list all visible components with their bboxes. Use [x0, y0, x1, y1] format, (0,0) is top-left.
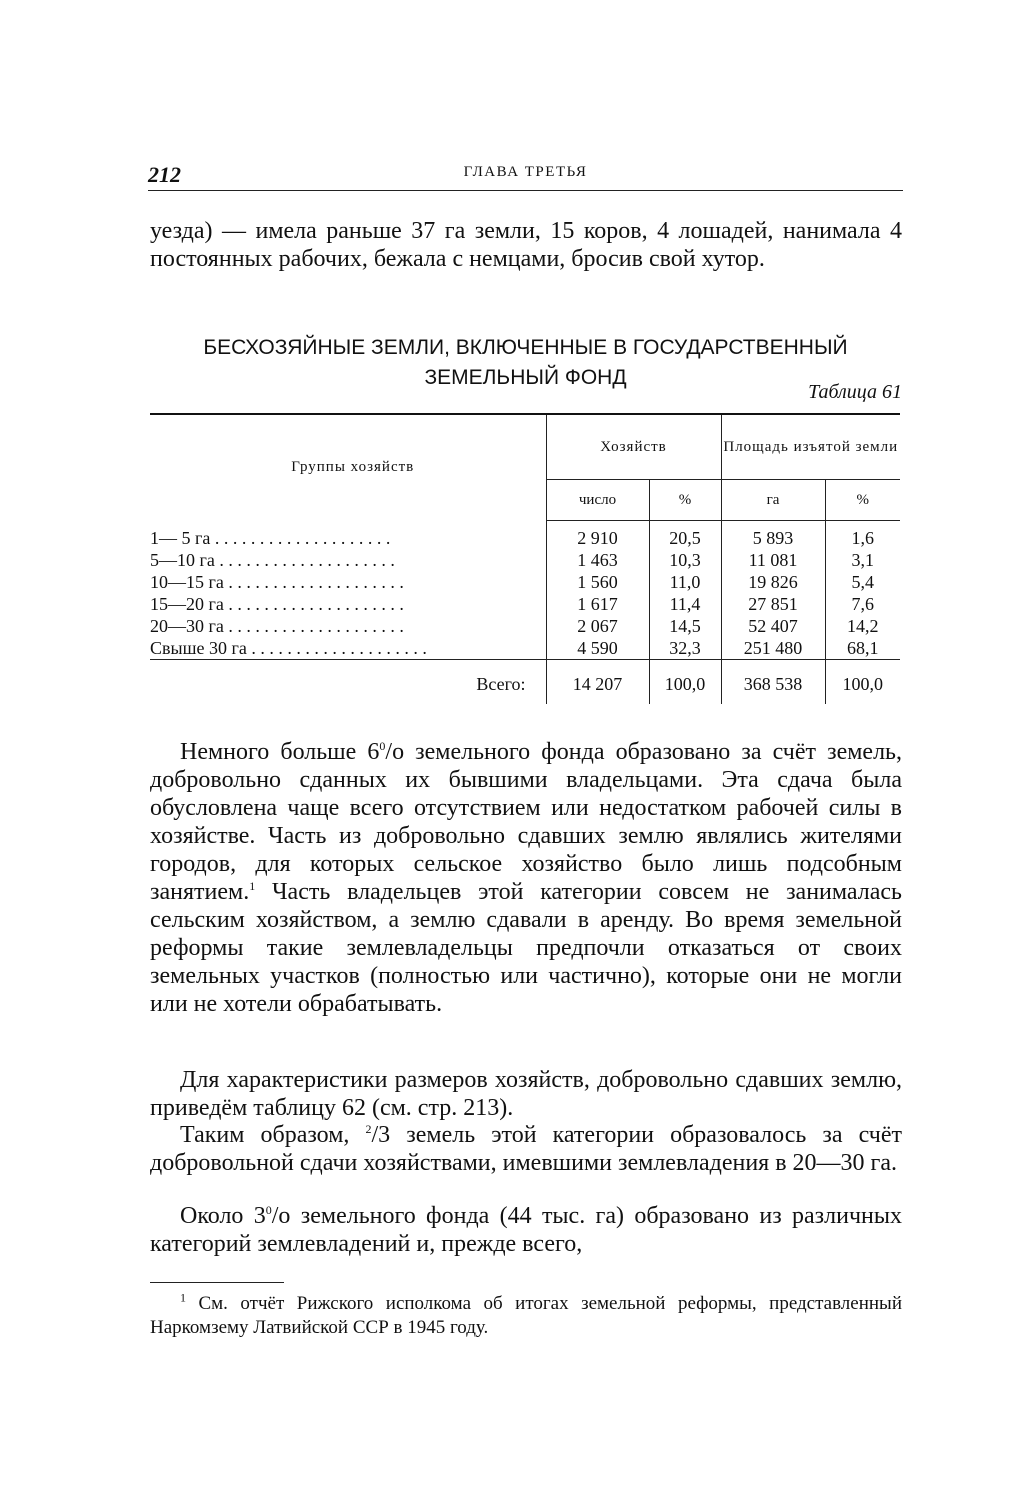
- header-area: Площадь изъятой земли: [721, 414, 900, 480]
- paragraph-two-thirds: Таким образом, $^2$/3 земель этой категории образовалось за счёт добровольной сдачи хозяйствами, имевшими землевладения в 20—30 га.: [150, 1122, 902, 1176]
- row-farms-percent: 14,5: [649, 615, 721, 637]
- header-farms: Хозяйств: [546, 414, 721, 480]
- row-group: 10—15 га . . . . . . . . . . . . . . . . . . . .: [150, 572, 404, 592]
- paragraph-three-percent: Около $3^0/о$ земельного фонда (44 тыс. га) образовано из различных категорий землевладений и, прежде всего,: [150, 1203, 903, 1257]
- table-row: [150, 549, 900, 571]
- table-row: [150, 571, 900, 593]
- row-area-percent: 1,6: [825, 521, 900, 550]
- row-area-percent: 68,1: [825, 637, 900, 660]
- row-group: 1— 5 га . . . . . . . . . . . . . . . . . . . .: [150, 527, 391, 548]
- row-area-percent: 7,6: [825, 593, 900, 615]
- total-area-percent: 100,0: [825, 660, 900, 705]
- subheader-number: число: [546, 480, 649, 521]
- table-row: [150, 637, 900, 660]
- row-area: 19 826: [721, 571, 825, 593]
- row-area-percent: 3,1: [825, 549, 900, 571]
- header-groups: Группы хозяйств: [150, 414, 546, 521]
- land-fund-table: [150, 413, 900, 704]
- total-label: Всего:: [150, 660, 546, 705]
- total-area: 368 538: [721, 660, 825, 705]
- row-farms-percent: 20,5: [649, 521, 721, 550]
- row-farms: 4 590: [546, 637, 649, 660]
- footnote-divider: [150, 1282, 284, 1283]
- row-area-percent: 14,2: [825, 615, 900, 637]
- row-area: 251 480: [721, 637, 825, 660]
- row-area: 27 851: [721, 593, 825, 615]
- row-group: Свыше 30 га . . . . . . . . . . . . . . . . . . . .: [150, 638, 427, 658]
- footnote: $^1$ См. отчёт Рижского исполкома об итогах земельной реформы, представленный Наркомзему Латвийской ССР в 1945 году.: [150, 1290, 902, 1338]
- total-farms-percent: 100,0: [649, 660, 721, 705]
- row-farms-percent: 11,0: [649, 571, 721, 593]
- table-row: [150, 615, 900, 637]
- footnote-marker: 1: [180, 1290, 186, 1305]
- row-farms: 2 067: [546, 615, 649, 637]
- row-group: 20—30 га . . . . . . . . . . . . . . . . . . . .: [150, 616, 404, 636]
- row-farms-percent: 11,4: [649, 593, 721, 615]
- table-total-row: [150, 660, 900, 705]
- row-farms: 1 463: [546, 549, 649, 571]
- subheader-percent: %: [649, 480, 721, 521]
- table-title: [148, 333, 903, 393]
- paragraph-voluntary-surrender: Немного больше $6^0/о$ земельного фонда образовано за счёт земель, добровольно сданных их бывшими владельцами. Эта сдача была обусловлена чаще всего отсутствием или недостатком рабочей силы в хозяйстве. Часть из добровольно сдавших землю являлись жителями городов, для которых сельское хозяйство было лишь подсобным занятием.$^1$ Часть владельцев этой категории совсем не занималась сельским хозяйством, а землю сдавали в аренду. Во время земельной реформы такие землевладельцы предпочли отказаться от своих земельных участков (полностью или частично), которые они не могли или не хотели обрабатывать.: [150, 739, 902, 1017]
- running-head: [148, 160, 903, 191]
- chapter-title: ГЛАВА ТРЕТЬЯ: [463, 164, 588, 180]
- row-area: 52 407: [721, 615, 825, 637]
- page-number: 212: [148, 162, 181, 187]
- row-group: 5—10 га . . . . . . . . . . . . . . . . . . . .: [150, 550, 395, 570]
- total-farms: 14 207: [546, 660, 649, 705]
- row-group: 15—20 га . . . . . . . . . . . . . . . . . . . .: [150, 594, 404, 614]
- table-title-line1: БЕСХОЗЯЙНЫЕ ЗЕМЛИ, ВКЛЮЧЕННЫЕ В ГОСУДАРСТВЕННЫЙ: [203, 336, 848, 359]
- row-area: 11 081: [721, 549, 825, 571]
- row-area-percent: 5,4: [825, 571, 900, 593]
- row-farms-percent: 32,3: [649, 637, 721, 660]
- subheader-percent: %: [825, 480, 900, 521]
- row-area: 5 893: [721, 521, 825, 550]
- table-row: [150, 521, 900, 550]
- table-title-line2: ЗЕМЕЛЬНЫЙ ФОНД: [424, 366, 627, 389]
- row-farms: 2 910: [546, 521, 649, 550]
- intro-paragraph: уезда) — имела раньше 37 га земли, 15 коров, 4 лошадей, нанимала 4 постоянных рабочих, бежала с немцами, бросив свой хутор.: [150, 218, 902, 272]
- subheader-ha: га: [721, 480, 825, 521]
- table-label: Таблица 61: [808, 381, 902, 403]
- footnote-ref: 1: [249, 879, 256, 893]
- table-row: [150, 593, 900, 615]
- row-farms-percent: 10,3: [649, 549, 721, 571]
- paragraph-table-reference: Для характеристики размеров хозяйств, добровольно сдавших землю, приведём таблицу 62 (см. стр. 213).: [150, 1067, 902, 1121]
- row-farms: 1 560: [546, 571, 649, 593]
- row-farms: 1 617: [546, 593, 649, 615]
